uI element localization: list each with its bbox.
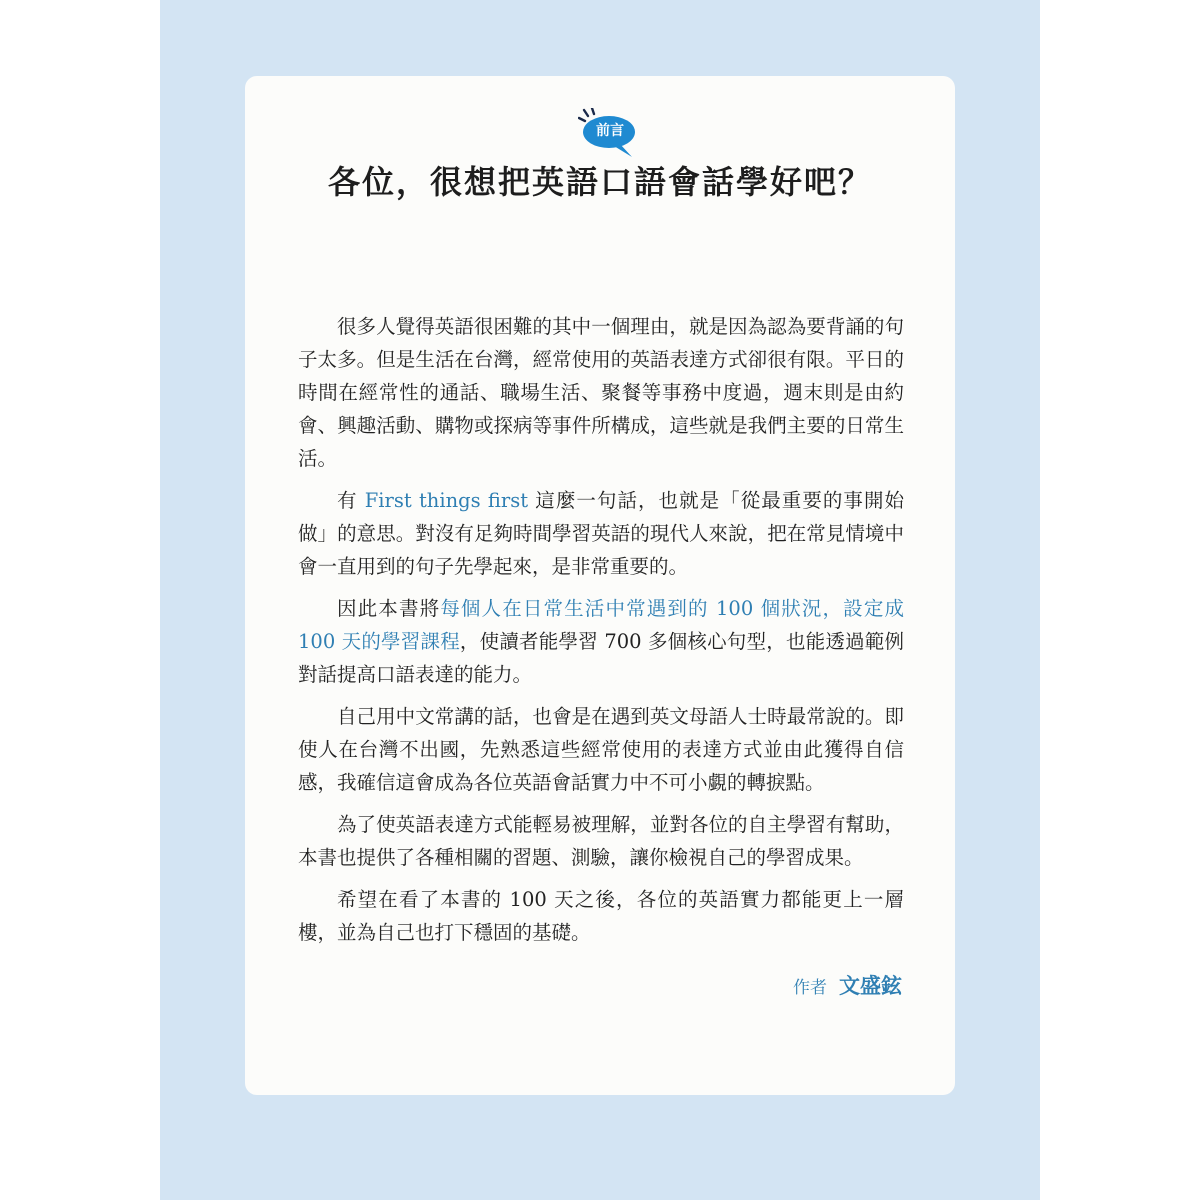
highlighted-phrase: 每個人在日常生活中常遇到的 100 個狀況，設定成 100 天的學習課程 <box>298 597 904 653</box>
preface-body <box>298 310 904 958</box>
author-name: 文盛鉉 <box>839 974 902 998</box>
paragraph: 為了使英語表達方式能輕易被理解，並對各位的自主學習有幫助，本書也提供了各種相關的習題、測驗，讓你檢視自己的學習成果。 <box>298 813 904 869</box>
paragraph <box>298 592 904 691</box>
preface-badge <box>578 108 638 160</box>
author-role: 作者 <box>793 978 827 998</box>
preface-label: 前言 <box>596 123 624 139</box>
paragraph-text: ，使讀者能學習 700 多個核心句型，也能透過範例對話提高口語表達的能力。 <box>298 630 905 686</box>
paragraph <box>298 484 904 583</box>
paragraph-text: 這麼一句話，也就是「從最重要的事開始做」的意思。對沒有足夠時間學習英語的現代人來說，把在常見情境中會一直用到的句子先學起來，是非常重要的。 <box>298 489 904 578</box>
author-signature <box>600 970 902 1000</box>
paragraph-text: 因此本書將 <box>337 597 441 620</box>
paragraph: 自己用中文常講的話，也會是在遇到英文母語人士時最常說的。即使人在台灣不出國，先熟悉這些經常使用的表達方式並由此獲得自信感，我確信這會成為各位英語會話實力中不可小覷的轉捩點。 <box>298 705 904 794</box>
highlighted-phrase: First things first <box>364 489 529 512</box>
paragraph-text: 有 <box>337 489 365 512</box>
paragraph: 很多人覺得英語很困難的其中一個理由，就是因為認為要背誦的句子太多。但是生活在台灣，經常使用的英語表達方式卻很有限。平日的時間在經常性的通話、職場生活、聚餐等事務中度過，週末則是由約會、興趣活動、購物或探病等事件所構成，這些就是我們主要的日常生活。 <box>298 315 904 470</box>
paragraph: 希望在看了本書的 100 天之後，各位的英語實力都能更上一層樓，並為自己也打下穩固的基礎。 <box>298 888 904 944</box>
page-title: 各位，很想把英語口語會話學好吧？ <box>327 163 872 201</box>
